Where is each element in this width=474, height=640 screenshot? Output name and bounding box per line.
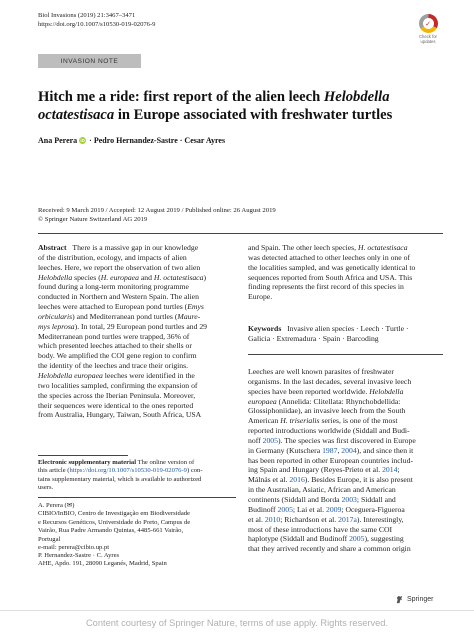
abstract-continued: and Spain. The other leech species, H. octatestisaca was detected attached to other leeches only in one of the localities sampled, and was genetically identical to sequences reported from South Africa and USA. This finding represents the first record of this species in Europe. <box>248 243 416 302</box>
journal-meta <box>38 12 155 29</box>
citation-link[interactable]: 2005 <box>349 534 365 544</box>
journal-citation: Biol Invasions (2019) 21:3467–3471 <box>38 12 136 19</box>
article-dates: Received: 9 March 2019 / Accepted: 12 August 2019 / Published online: 26 August 2019 © Springer Nature Switzerland AG 2019 <box>38 207 276 223</box>
article-title: Hitch me a ride: first report of the alien leech Helobdella octatestisaca in Europe associated with freshwater turtles <box>38 89 393 123</box>
citation-link[interactable]: 1987 <box>322 445 338 455</box>
abstract: Abstract There is a massive gap in our knowledge of the distribution, ecology, and impacts of alien leeches. Here, we report the observation of two alien Helobdella species (H. europaea and H. octatestisaca) found during a long-term monitoring programme conducted in Northern and Western Spain. The alien leeches were attached to European pond turtles (Emys orbicularis) and Mediterranean pond turtles (Maure- mys leprosa). In total, 29 European pond turtles and 29 Mediterranean pond turtles were trapped, 36% of which presented leeches attached to their shells or body. We amplified the COI gene region to confirm the identity of the leeches and trace their origins. Helobdella europaea leeches were identified in the two localities sampled, confirming the expansion of the species across the Iberian Peninsula. Moreover, their sequences were identical to the ones reported from Australia, Hungary, Taiwan, South Africa, USA <box>38 243 208 420</box>
divider <box>38 455 128 456</box>
abstract-heading: Abstract <box>38 243 67 252</box>
article-type-banner: INVASION NOTE <box>38 54 141 68</box>
citation-link[interactable]: 2017a <box>338 514 357 524</box>
check-for-updates-icon: ✓ <box>419 14 438 33</box>
author-others: · Pedro Hernandez-Sastre · Cesar Ayres <box>89 136 226 145</box>
keywords-heading: Keywords <box>248 324 282 333</box>
citation-link[interactable]: 2003 <box>341 494 357 504</box>
citation-link[interactable]: 2009 <box>326 504 342 514</box>
courtesy-footer: Content courtesy of Springer Nature, terms of use apply. Rights reserved. <box>85 618 389 628</box>
divider <box>38 497 236 498</box>
affiliation-others: P. Hernandez-Sastre · C. Ayres AHE, Apdo. 191, 28090 Leganés, Madrid, Spain <box>38 552 167 568</box>
citation-link[interactable]: 2016 <box>289 475 305 485</box>
divider <box>248 354 443 355</box>
esm-doi-link[interactable]: https://doi.org/10.1007/s10530-019-02076-9 <box>69 467 187 475</box>
affiliation-perera: A. Perera (✉) CIBIO/InBIO, Centro de Investigação em Biodiversidade e Recursos Genéticos, Universidade do Porto, Campus de Vairão, Rua Padre Armando Quintas, 4485-661 Vairão, Portugal e-mail: perera@cibio.up.pt <box>38 502 236 552</box>
check-for-updates-button[interactable] <box>413 14 443 44</box>
supplementary-note: Electronic supplementary material The online version of this article (https://doi.org/10.1007/s10530-019-02076-9) con- tains supplementary material, which is available to authorized users. <box>38 459 203 492</box>
author-perera[interactable]: Ana Perera <box>38 136 78 145</box>
check-for-updates-label: Check for updates <box>419 34 437 44</box>
doi-link[interactable]: https://doi.org/10.1007/s10530-019-02076-9 <box>38 20 156 28</box>
orcid-icon[interactable]: iD <box>80 138 85 143</box>
divider <box>38 233 443 234</box>
keywords: Keywords Invasive alien species · Leech · Turtle · Galicia · Extremadura · Spain · Barcoding <box>248 324 409 343</box>
citation-link[interactable]: 2005 <box>262 435 278 445</box>
citation-link[interactable]: 2014 <box>382 465 398 475</box>
springer-horse-icon <box>395 595 404 604</box>
author-list <box>38 136 225 145</box>
introduction: Leeches are well known parasites of freshwater organisms. In the last decades, several invasive leech species have been reported worldwide. Helobdella europaea (Annelida: Clitellata: Rhynchobdellida: Glossiphoniidae), an invasive leech from the South American H. triserialis series, is one of the most reported introductions worldwide (Siddall and Budi- noff 2005). The species was first discovered in Europe in Germany (Kutschera 1987, 2004), and since then it has been reported in other European countries includ- ing Spain and Hungary (Reyes-Prieto et al. 2014; Málnás et al. 2016). Besides Europe, it is also present in the Australian, Asiatic, African and American continents (Siddall and Borda 2003; Siddall and Budinoff 2005; Lai et al. 2009; Oceguera-Figueroa et al. 2010; Richardson et al. 2017a). Interestingly, most of these introductions have the same COI haplotype (Siddall and Budinoff 2005), suggesting that they arrived recently and share a common origin <box>248 367 416 554</box>
springer-logo: Springer <box>395 595 433 604</box>
esm-heading: Electronic supplementary material <box>38 459 137 466</box>
citation-link[interactable]: 2010 <box>264 514 281 524</box>
citation-link[interactable]: 2004 <box>341 445 357 455</box>
author-email[interactable]: e-mail: perera@cibio.up.pt <box>38 544 110 552</box>
citation-link[interactable]: 2005 <box>277 504 293 514</box>
